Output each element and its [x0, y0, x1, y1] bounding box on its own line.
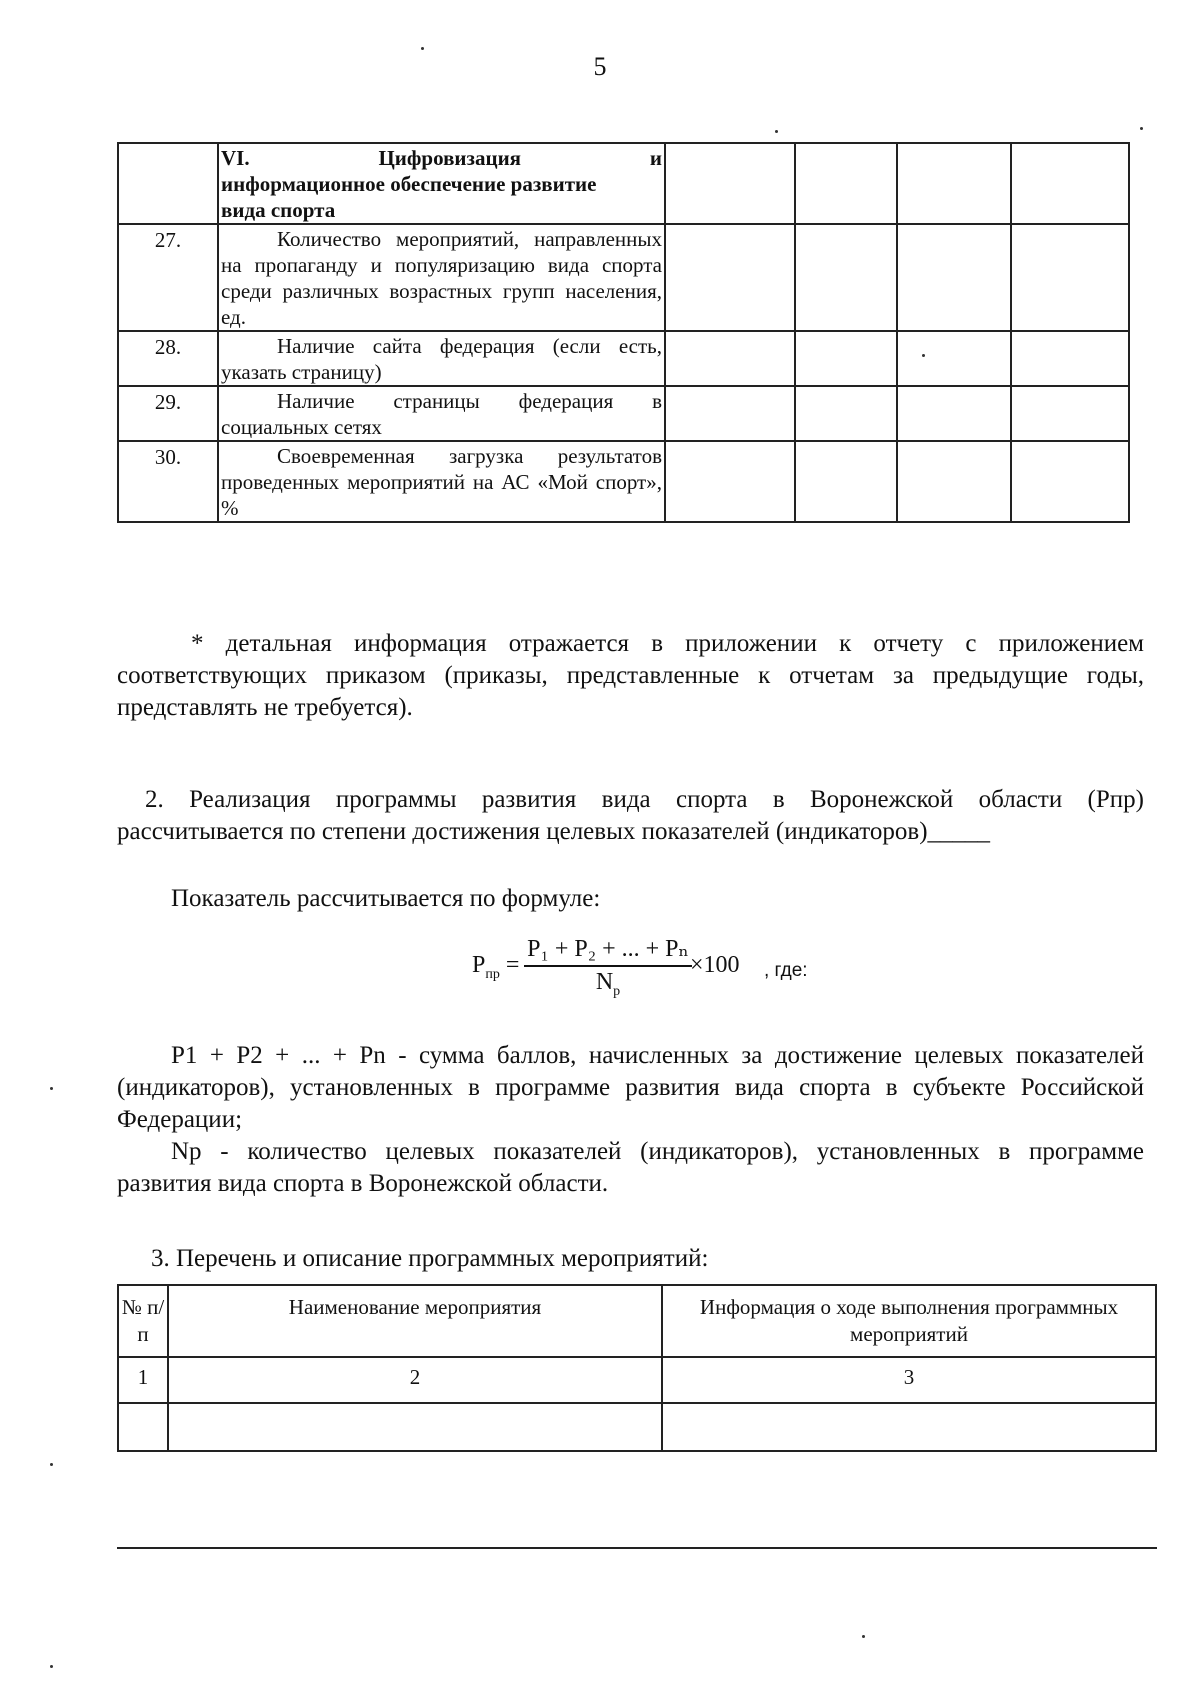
definition-2: Np - количество целевых показателей (индикаторов), установленных в программе развития вида спорта в Воронежской области.: [117, 1138, 1144, 1197]
scan-speck: [862, 1635, 865, 1638]
table-row: [118, 386, 1129, 441]
col-number-3: 3: [662, 1357, 1156, 1403]
scan-speck: [775, 130, 778, 133]
formula-denominator: N: [595, 969, 614, 995]
header-activity: Наименование мероприятия: [168, 1285, 662, 1357]
indicators-table: [117, 142, 1130, 523]
table-row: [118, 224, 1129, 331]
row-text: Наличие сайта федерация (если есть, указать страницу): [221, 334, 662, 384]
definition-1: P1 + P2 + ... + Pn - сумма баллов, начисленных за достижение целевых показателей (индикаторов), установленных в программе развития вида спорта в субъекте Российской Федерации;: [117, 1042, 1144, 1133]
formula-lhs: P: [472, 952, 486, 978]
table-row: [118, 1403, 1156, 1451]
section-2-text: 2. Реализация программы развития вида спорта в Воронежской области (Рпр) рассчитывается по степени достижения целевых показателей (индикаторов)_____: [117, 786, 1144, 845]
section-roman: VI.: [221, 146, 250, 170]
formula-numerator: P₁ + P₂ + ... + Pₙ: [524, 934, 692, 967]
formula-where: , где:: [764, 960, 808, 981]
table-header-row: [118, 1285, 1156, 1357]
table-row: [118, 1357, 1156, 1403]
scan-speck: [50, 1463, 53, 1466]
header-info: Информация о ходе выполнения программных мероприятий: [662, 1285, 1156, 1357]
formula-denominator-sub: p: [613, 983, 621, 999]
row-number: 30.: [118, 441, 218, 522]
section-word: Цифровизация: [378, 146, 522, 170]
table-row: [118, 441, 1129, 522]
header-number: № п/п: [118, 1285, 168, 1357]
section-title-line3: вида спорта: [221, 198, 336, 222]
section-tail: и: [649, 146, 663, 170]
scan-speck: [50, 1087, 53, 1090]
formula-multiplier: ×100: [690, 952, 740, 978]
col-number-2: 2: [168, 1357, 662, 1403]
scan-speck: [50, 1665, 53, 1668]
bottom-divider: [117, 1547, 1157, 1549]
page-number: 5: [593, 52, 607, 81]
scan-speck: [421, 47, 424, 50]
row-text: Своевременная загрузка результатов проведенных мероприятий на АС «Мой спорт», %: [221, 444, 662, 520]
scan-speck: [922, 354, 925, 357]
section-heading: [218, 143, 665, 224]
row-text: Наличие страницы федерация в социальных сетях: [221, 389, 662, 439]
row-number: 27.: [118, 224, 218, 331]
col-number-1: 1: [118, 1357, 168, 1403]
row-number: 28.: [118, 331, 218, 386]
formula-intro: Показатель рассчитывается по формуле:: [171, 885, 601, 912]
row-text: Количество мероприятий, направленных на пропаганду и популяризацию вида спорта среди различных возрастных групп населения, ед.: [221, 227, 662, 329]
formula-lhs-sub: пр: [485, 966, 500, 982]
section-title-line2: информационное обеспечение развитие: [221, 172, 597, 196]
table-row: [118, 143, 1129, 224]
table-row: [118, 331, 1129, 386]
activities-table: [117, 1284, 1157, 1452]
footnote: * детальная информация отражается в приложении к отчету с приложением соответствующих приказом (приказы, представленные к отчетам за предыдущие годы, представлять не требуется).: [117, 630, 1144, 721]
scan-speck: [1140, 127, 1143, 130]
section-3-title: 3. Перечень и описание программных мероприятий:: [151, 1245, 709, 1272]
row-number: 29.: [118, 386, 218, 441]
